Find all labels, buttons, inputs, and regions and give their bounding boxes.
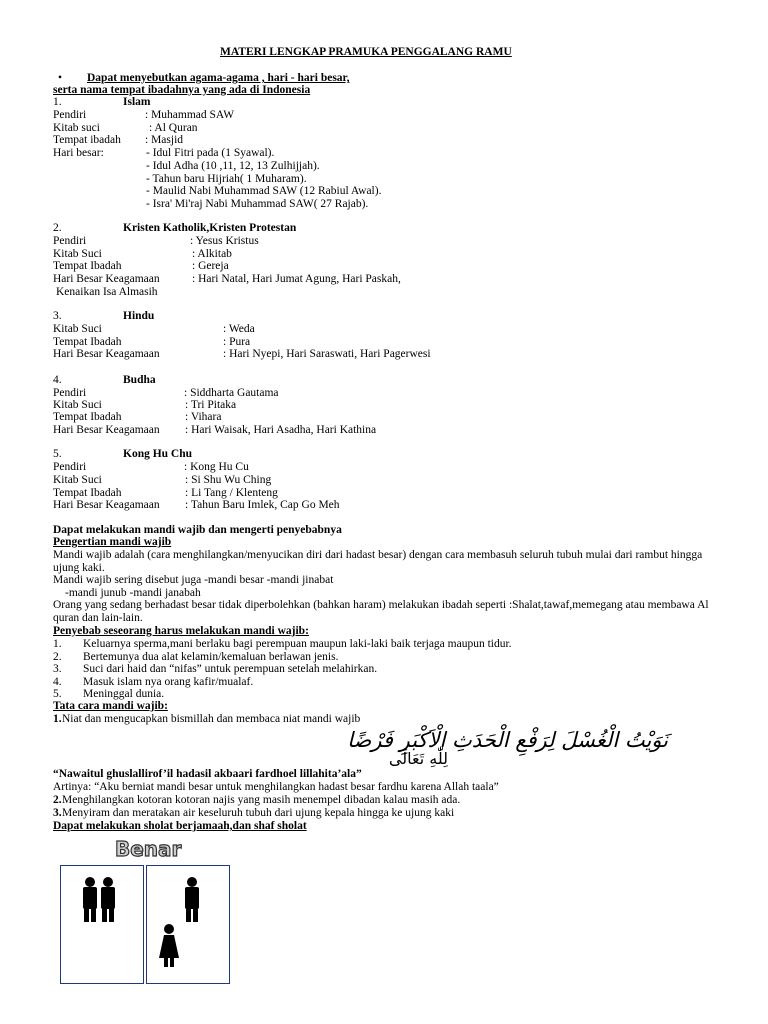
row-label: Pendiri	[53, 387, 87, 399]
row-label: Kitab suci	[53, 122, 100, 134]
row-value: : Weda	[223, 323, 255, 335]
step-3-text: Menyiram dan meratakan air keseluruh tubuh dari ujung kepala hingga ke ujung kaki	[62, 807, 455, 819]
step-1-text: Niat dan mengucapkan bismillah dan membaca niat mandi wajib	[62, 713, 361, 725]
row-label: Hari Besar Keagamaan	[53, 424, 160, 436]
row-label: Hari Besar Keagamaan	[53, 348, 160, 360]
islam-holiday-line: - Isra' Mi'raj Nabi Muhammad SAW( 27 Rajab).	[146, 197, 369, 210]
row-label: Hari besar:	[53, 147, 104, 159]
row-label: Hari Besar Keagamaan	[53, 499, 160, 511]
islam-holiday-line: - Maulid Nabi Muhammad SAW (12 Rabiul Awal).	[146, 185, 382, 197]
kristen-continuation: Kenaikan Isa Almasih	[56, 286, 158, 298]
paragraph-pengertian: Mandi wajib adalah (cara menghilangkan/menyucikan diri dari hadast besar) dengan cara membasuh seluruh tubuh mulai dari rambut hingga ujung kaki.	[53, 549, 703, 574]
row-value: : Masjid	[145, 134, 184, 146]
cause-number: 4.	[53, 675, 62, 688]
arabic-niat	[98, 728, 698, 766]
row-value: : Siddharta Gautama	[184, 387, 279, 399]
religion-heading-budha: Budha	[123, 374, 156, 386]
section-number: 1.	[53, 96, 62, 108]
row-label: Tempat Ibadah	[53, 487, 122, 499]
row-value: : Pura	[223, 336, 251, 348]
page-title: MATERI LENGKAP PRAMUKA PENGGALANG RAMU	[220, 46, 512, 58]
step-number: 2.	[53, 794, 62, 806]
bullet: •	[58, 72, 63, 84]
cause-number: 3.	[53, 663, 62, 675]
row-value: : Hari Nyepi, Hari Saraswati, Hari Pagerwesi	[223, 348, 431, 360]
row-label: Kitab Suci	[53, 474, 102, 486]
islam-holiday-line: - Tahun baru Hijriah( 1 Muharam).	[146, 172, 307, 185]
paragraph-larangan: Orang yang sedang berhadast besar tidak diperbolehkan (bahkan haram) melakukan ibadah seperti :Shalat,tawaf,memegang atau membawa Al quran dan lain-lain.	[53, 599, 709, 624]
row-label: Hari Besar Keagamaan	[53, 273, 160, 285]
figure-panel-left	[60, 865, 144, 984]
cause-number: 1.	[53, 638, 62, 650]
intro-line-1: Dapat menyebutkan agama-agama , hari - hari besar,	[87, 72, 350, 84]
paragraph-sebutan-2: -mandi junub -mandi janabah	[65, 587, 201, 599]
step-2-text: Menghilangkan kotoran kotoran najis yang masih menempel dibadan kalau masih ada.	[62, 794, 461, 806]
row-label: Kitab Suci	[53, 248, 102, 260]
row-label: Tempat Ibadah	[53, 336, 122, 348]
row-value: : Hari Natal, Hari Jumat Agung, Hari Paskah,	[192, 273, 401, 285]
row-value: : Li Tang / Klenteng	[185, 487, 278, 499]
row-value: - Idul Fitri pada (1 Syawal).	[146, 147, 275, 159]
cause-number: 5.	[53, 688, 62, 700]
subheading-pengertian: Pengertian mandi wajib	[53, 536, 172, 548]
intro-line-2: serta nama tempat ibadahnya yang ada di Indonesia	[53, 84, 311, 96]
row-value: : Yesus Kristus	[190, 235, 259, 247]
row-value: : Si Shu Wu Ching	[185, 474, 272, 486]
cause-item: Bertemunya dua alat kelamin/kemaluan berlawan jenis.	[83, 650, 339, 663]
subheading-tata-cara: Tata cara mandi wajib:	[53, 700, 168, 712]
row-value: : Alkitab	[192, 248, 232, 260]
religion-heading-hindu: Hindu	[123, 310, 155, 322]
arabic-niat-line-2: لِلّٰهِ تَعَالَى	[388, 749, 448, 768]
section-heading-sholat: Dapat melakukan sholat berjamaah,dan shaf sholat	[53, 820, 307, 832]
step-number: 1.	[53, 713, 62, 725]
transliteration: “Nawaitul ghuslallirof’il hadasil akbaari fardhoel lillahita’ala”	[53, 768, 362, 780]
row-label: Tempat Ibadah	[53, 260, 122, 272]
row-label: Tempat ibadah	[53, 134, 121, 146]
row-value: : Al Quran	[149, 122, 198, 134]
row-value: : Kong Hu Cu	[184, 461, 249, 473]
arabic-niat-line-1: نَوَيْتُ الْغُسْلَ لِرَفْعِ الْحَدَثِ الْاَكْبَرِ فَرْضًا	[347, 728, 668, 752]
subheading-penyebab: Penyebab seseorang harus melakukan mandi wajib:	[53, 625, 309, 637]
cause-item: Masuk islam nya orang kafir/mualaf.	[83, 675, 254, 688]
translation: Artinya: “Aku berniat mandi besar untuk menghilangkan hadast besar fardhu karena Allah taala”	[53, 781, 499, 793]
row-value: : Gereja	[192, 260, 229, 272]
cause-item: Suci dari haid dan “nifas” untuk perempuan setelah melahirkan.	[83, 663, 378, 675]
row-value: : Tahun Baru Imlek, Cap Go Meh	[185, 499, 340, 511]
figure-pair-men	[61, 866, 143, 983]
row-value: : Muhammad SAW	[145, 109, 235, 121]
step-number: 3.	[53, 807, 62, 819]
row-label: Tempat Ibadah	[53, 411, 122, 423]
section-number: 4.	[53, 374, 62, 386]
cause-number: 2.	[53, 650, 62, 663]
section-number: 5.	[53, 448, 62, 460]
row-label: Pendiri	[53, 235, 87, 247]
figure-label-benar: Benar	[115, 837, 182, 861]
row-value: : Vihara	[185, 411, 222, 423]
section-number: 3.	[53, 310, 62, 322]
section-number: 2.	[53, 222, 62, 234]
row-label: Pendiri	[53, 461, 87, 473]
row-label: Pendiri	[53, 109, 87, 121]
religion-heading-konghucu: Kong Hu Chu	[123, 448, 193, 460]
religion-heading-kristen: Kristen Katholik,Kristen Protestan	[123, 222, 297, 234]
figure-panel-right	[146, 865, 230, 984]
row-value: : Tri Pitaka	[185, 399, 237, 411]
figure-man-woman	[147, 866, 229, 983]
paragraph-sebutan: Mandi wajib sering disebut juga -mandi besar -mandi jinabat	[53, 574, 334, 586]
section-heading-mandi: Dapat melakukan mandi wajib dan mengerti penyebabnya	[53, 524, 342, 536]
religion-heading-islam: Islam	[123, 96, 151, 108]
islam-holiday-line: - Idul Adha (10 ,11, 12, 13 Zulhijjah).	[146, 160, 320, 172]
row-label: Kitab Suci	[53, 399, 102, 411]
row-label: Kitab Suci	[53, 323, 102, 335]
row-value: : Hari Waisak, Hari Asadha, Hari Kathina	[185, 424, 377, 436]
cause-item: Keluarnya sperma,mani berlaku bagi perempuan maupun laki-laki baik terjaga maupun tidur.	[83, 638, 512, 650]
cause-item: Meninggal dunia.	[83, 688, 165, 700]
